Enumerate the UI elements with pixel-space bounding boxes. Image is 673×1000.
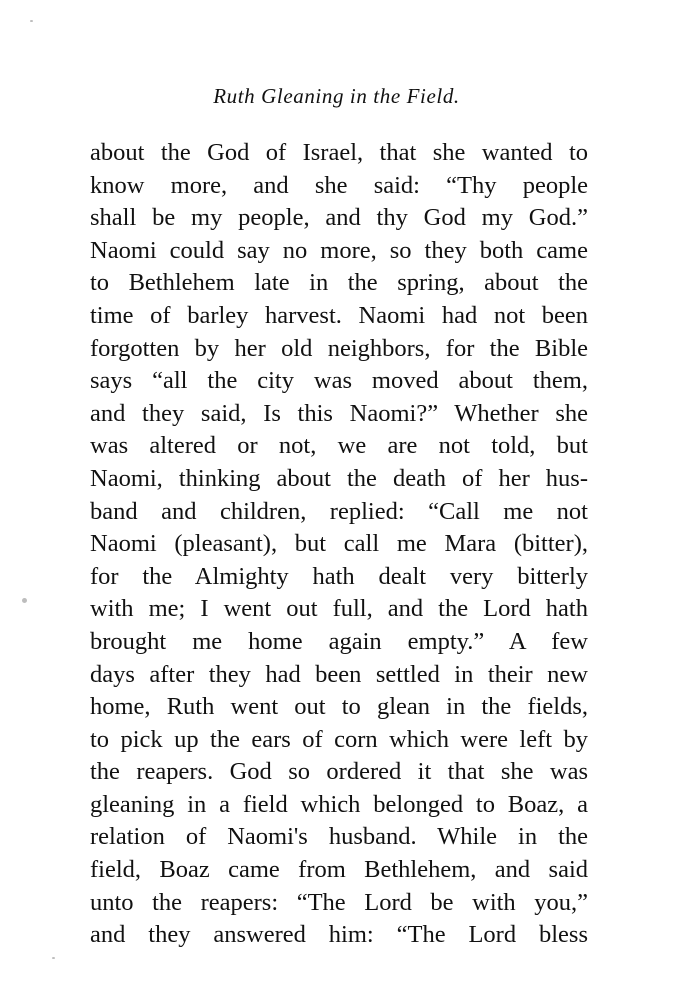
text-line: to pick up the ears of corn which were left by xyxy=(90,725,588,753)
text-line: unto the reapers: “The Lord be with you,” xyxy=(90,888,588,916)
text-line: and they said, Is this Naomi?” Whether she xyxy=(90,399,588,427)
text-line: Naomi could say no more, so they both came xyxy=(90,236,588,264)
text-line: gleaning in a field which belonged to Boaz, a xyxy=(90,790,588,818)
text-line: shall be my people, and thy God my God.” xyxy=(90,204,588,232)
text-line: and they answered him: “The Lord bless xyxy=(90,921,588,949)
text-line: relation of Naomi's husband. While in the xyxy=(90,823,588,851)
text-line: to Bethlehem late in the spring, about the xyxy=(90,269,588,297)
text-line: field, Boaz came from Bethlehem, and said xyxy=(90,856,588,884)
text-line: home, Ruth went out to glean in the fields, xyxy=(90,693,588,721)
text-line: with me; I went out full, and the Lord hath xyxy=(90,595,588,623)
text-line: days after they had been settled in their new xyxy=(90,660,588,688)
text-line: for the Almighty hath dealt very bitterly xyxy=(90,562,588,590)
body-text xyxy=(90,137,588,952)
text-line: band and children, replied: “Call me not xyxy=(90,497,588,525)
text-line: brought me home again empty.” A few xyxy=(90,627,588,655)
text-line: says “all the city was moved about them, xyxy=(90,367,588,395)
text-line: know more, and she said: “Thy people xyxy=(90,171,588,199)
text-line: forgotten by her old neighbors, for the Bible xyxy=(90,334,588,362)
running-head: Ruth Gleaning in the Field. xyxy=(213,84,460,108)
text-line: Naomi (pleasant), but call me Mara (bitter), xyxy=(90,530,588,558)
text-line: Naomi, thinking about the death of her hus- xyxy=(90,464,588,492)
text-line: time of barley harvest. Naomi had not been xyxy=(90,301,588,329)
paper-speck xyxy=(22,598,27,603)
text-line: the reapers. God so ordered it that she was xyxy=(90,758,588,786)
text-line: about the God of Israel, that she wanted to xyxy=(90,139,588,166)
text-line: was altered or not, we are not told, but xyxy=(90,432,588,460)
paper-speck xyxy=(52,957,55,959)
paper-speck xyxy=(30,20,33,22)
